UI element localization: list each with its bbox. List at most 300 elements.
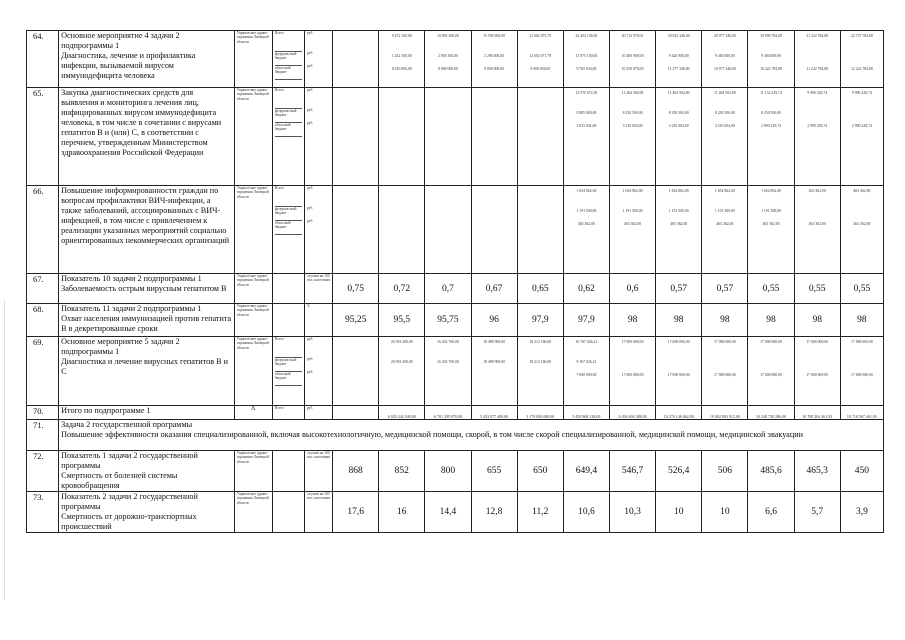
funding-source: Всего (275, 186, 302, 207)
year-value: 1 654 862,00 (668, 189, 689, 193)
indicator-value-cell: 0,75 (333, 274, 379, 304)
year-value-cell: 10 718 567 461,93 (840, 406, 883, 420)
indicator-value-cell: 465,3 (794, 451, 840, 492)
year-value: 20 393 200,00 (390, 340, 413, 344)
indicator-value-cell: 97,9 (563, 304, 609, 337)
indicator-value-cell: 0,65 (517, 274, 563, 304)
year-value (658, 357, 699, 370)
indicator-value-cell: 10 (702, 492, 748, 533)
indicator-value-cell: 17,6 (333, 492, 379, 533)
year-value-cell (702, 337, 748, 406)
executor-cell: Управле-ние здраво-охранения Липецкой области (234, 31, 272, 88)
row-title (59, 31, 235, 88)
year-value: 463 362,00 (853, 189, 871, 193)
year-value: 17 000 000,00 (713, 373, 736, 377)
year-value (474, 206, 515, 219)
year-value: 20 023 346,00 (667, 34, 690, 38)
executor-cell: Управле-ние здраво-охранения Липецкой области (234, 274, 272, 304)
year-value: 1 654 862,00 (622, 189, 643, 193)
year-value-cell: 6 494 604 388,00 (609, 406, 655, 420)
table-row-r71 (27, 420, 884, 451)
year-value (427, 219, 468, 232)
year-value (381, 370, 422, 383)
indicator-value-cell: 526,4 (656, 451, 702, 492)
task-description (59, 420, 884, 451)
year-value-cell (517, 31, 563, 88)
year-value (520, 370, 561, 383)
indicator-value-cell: 655 (471, 451, 517, 492)
source-cell (272, 31, 304, 88)
unit-cell (304, 31, 332, 88)
funding-source: Всего (275, 88, 302, 109)
year-value (797, 357, 838, 370)
row-title-text: Закупка диагностических средств для выявления и мониторинга лечения лиц, инфицированных вирусом иммунодефицита человека, в том числе в сочетании с вирусами гепатитов В и (или) С, в соответствии с перечнем, утвержденным Министерством здравоохранения Российской Федерации (61, 88, 222, 157)
indicator-value-cell: 868 (333, 451, 379, 492)
indicator-value-cell: 0,6 (609, 274, 655, 304)
funding-source: федераль-ный бюджет (275, 52, 302, 66)
year-value-cell (748, 31, 794, 88)
year-value-cell (794, 337, 840, 406)
year-value-cell (609, 31, 655, 88)
year-value: 8 230 000,00 (391, 67, 412, 71)
indicator-value-cell: 0,55 (794, 274, 840, 304)
year-value (474, 121, 515, 134)
source-cell: Всего (272, 406, 304, 420)
indicator-value-cell: 485,6 (748, 451, 794, 492)
year-value: 9 000 004,00 (530, 67, 551, 71)
indicator-value-cell: 96 (471, 304, 517, 337)
year-value: 17 000 000,00 (760, 373, 782, 377)
year-value-cell (702, 186, 748, 274)
year-value: 10 005 300,00 (437, 34, 459, 38)
year-value (381, 108, 422, 121)
year-value (381, 121, 422, 134)
funding-source: федераль-ный бюджет (275, 358, 302, 372)
year-value (381, 206, 422, 219)
year-value-cell (563, 88, 609, 186)
year-value (843, 357, 881, 370)
year-value: 12 222 784,08 (850, 67, 873, 71)
year-value: 9 420 900,00 (668, 54, 689, 58)
indicator-value-cell: 98 (748, 304, 794, 337)
year-value: 17 000 000,00 (850, 340, 873, 344)
executor-cell: Управле-ние здраво-охранения Липецкой области (234, 186, 272, 274)
year-value: 11 464 504,00 (714, 91, 736, 95)
unit-label: руб. (306, 370, 314, 374)
year-value-cell (609, 186, 655, 274)
year-value-cell: 5 453 077 480,00 (471, 406, 517, 420)
year-value (843, 206, 881, 219)
year-value: 9 990 220,74 (807, 91, 828, 95)
year-value: 17 000 000,00 (667, 340, 690, 344)
year-value-cell (656, 337, 702, 406)
indicator-value-cell: 98 (840, 304, 883, 337)
year-value: 12 602 071,79 (529, 54, 552, 58)
source-cell (272, 274, 304, 304)
empty-year-cell (333, 88, 379, 186)
row-number: 72. (27, 451, 59, 492)
row-number: 65. (27, 88, 59, 186)
row-title-text: Повышение информированности граждан по вопросам профилактики ВИЧ-инфекции, а также заболеваний, ассоциированных с ВИЧ-инфекцией, в том числе с привлечением к реализации указанных мероприятий социально ориентированных некоммерческих организаций (61, 186, 230, 245)
table-row-r67 (27, 274, 884, 304)
row-title-text: Основное мероприятие 4 задачи 2 подпрограммы 1 Диагностика, лечение и профилактика инфекции, вызываемой вирусом иммунодефицита человека (61, 31, 196, 80)
year-value: 8 250 500,00 (761, 111, 781, 115)
unit-cell: случаев на 100 тыс. населения (304, 451, 332, 492)
year-value-cell: 10 682 803 912,00 (702, 406, 748, 420)
year-value (797, 51, 838, 64)
year-value-cell (517, 186, 563, 274)
executor-cell: Управле-ние здраво-охранения Липецкой области (234, 451, 272, 492)
year-value-cell (379, 337, 425, 406)
year-value: 11 975 100,00 (575, 54, 598, 58)
year-value-cell (840, 337, 883, 406)
funding-source: областной бюджет (275, 66, 302, 80)
unit-label: руб. (306, 88, 314, 92)
indicator-value-cell: 800 (425, 451, 471, 492)
row-title (59, 304, 235, 337)
year-value: 21 222 784,08 (806, 34, 829, 38)
year-value: 9 472 100,00 (391, 34, 412, 38)
year-value-cell (517, 88, 563, 186)
program-table (26, 30, 884, 533)
year-value: 22 452 136,00 (575, 34, 598, 38)
unit-label: руб. (306, 64, 314, 68)
year-value: 18 212 160,00 (529, 340, 552, 344)
year-value: 463 362,00 (716, 222, 734, 226)
year-value-cell: 5 450 868 128,00 (563, 406, 609, 420)
year-value: 1 654 862,00 (714, 189, 735, 193)
indicator-value-cell: 0,55 (748, 274, 794, 304)
empty-year-cell (333, 337, 379, 406)
unit-cell: руб. (304, 406, 332, 420)
year-value: 463 362,00 (808, 222, 826, 226)
year-value: 1 191 500,00 (714, 209, 735, 213)
year-value: 1 654 862,00 (761, 189, 781, 193)
year-value-cell (609, 337, 655, 406)
indicator-value-cell: 546,7 (609, 451, 655, 492)
year-value (704, 357, 745, 370)
unit-label: руб. (306, 337, 314, 341)
indicator-value-cell: 0,67 (471, 274, 517, 304)
year-value-cell (656, 186, 702, 274)
funding-source: федераль-ный бюджет (275, 109, 302, 123)
indicator-value-cell: 97,9 (517, 304, 563, 337)
unit-cell (304, 88, 332, 186)
unit-label: руб. (306, 31, 314, 35)
year-value-cell (471, 88, 517, 186)
funding-source: областной бюджет (275, 221, 302, 235)
year-value: 9 000 000,00 (484, 67, 505, 71)
year-value: 3 210 004,00 (714, 124, 735, 128)
unit-label: руб. (306, 186, 314, 190)
year-value (520, 186, 561, 206)
year-value: 1 191 500,00 (622, 209, 643, 213)
indicator-value-cell: 98 (702, 304, 748, 337)
year-value: 17 000 000,00 (806, 373, 829, 377)
year-value (474, 88, 515, 108)
year-value (474, 186, 515, 206)
year-value: 16 433 700,00 (437, 360, 459, 364)
indicator-value-cell: 16 (379, 492, 425, 533)
year-value (520, 121, 561, 134)
program-table-sheet (26, 30, 884, 533)
year-value: 9 400 000,00 (761, 54, 781, 58)
indicator-value-cell: 0,57 (702, 274, 748, 304)
indicator-value-cell: 95,25 (333, 304, 379, 337)
row-number: 64. (27, 31, 59, 88)
year-value-cell: 3 179 000 000,00 (517, 406, 563, 420)
year-value: 1 242 100,00 (391, 54, 412, 58)
empty-year-cell (333, 31, 379, 88)
year-value-cell (425, 88, 471, 186)
row-number: 70. (27, 406, 59, 420)
year-value: 9 765 034,00 (576, 67, 597, 71)
scan-edge-mark (4, 300, 5, 600)
row-title-text: Итого по подпрограмме 1 (61, 406, 151, 415)
year-value: 463 362,00 (577, 222, 595, 226)
year-value (520, 88, 561, 108)
year-value (381, 219, 422, 232)
year-value (381, 88, 422, 108)
year-value: 17 000 000,00 (621, 373, 644, 377)
year-value: 3 815 041,00 (576, 124, 597, 128)
year-value: 11 222 784,08 (806, 67, 829, 71)
year-value-cell (517, 337, 563, 406)
indicator-value-cell: 5,7 (794, 492, 840, 533)
unit-cell (304, 186, 332, 274)
indicator-value-cell: 10 (656, 492, 702, 533)
executor-cell: Управле-ние здраво-охранения Липецкой области (234, 492, 272, 533)
year-value: 17 000 000,00 (667, 373, 690, 377)
indicator-value-cell: 95,75 (425, 304, 471, 337)
executor-cell: Управле-ние здраво-охранения Липецкой области (234, 337, 272, 406)
indicator-value-cell: 0,7 (425, 274, 471, 304)
row-number: 71. (27, 420, 59, 451)
year-value: 11 464 504,00 (621, 91, 644, 95)
year-value-cell (563, 31, 609, 88)
row-title (59, 406, 235, 420)
indicator-value-cell: 95,5 (379, 304, 425, 337)
row-title-text: Основное мероприятие 5 задачи 2 подпрограммы 1 Диагностика и лечение вирусных гепатитов В и С (61, 337, 229, 376)
source-cell (272, 337, 304, 406)
funding-source: Всего (275, 31, 302, 52)
indicator-value-cell: 14,4 (425, 492, 471, 533)
year-value-cell: 10 708 204 461,93 (794, 406, 840, 420)
indicator-value-cell: 98 (609, 304, 655, 337)
unit-label: руб. (306, 206, 314, 210)
source-cell (272, 492, 304, 533)
table-row-r72 (27, 451, 884, 492)
year-value-cell (794, 31, 840, 88)
row-title-text: Показатель 2 задачи 2 государственной программы Смертность от дорожно-транспортных происшествий (61, 492, 198, 531)
year-value-cell: 10 276 146 862,00 (656, 406, 702, 420)
table-row-r69 (27, 337, 884, 406)
year-value-cell (563, 337, 609, 406)
row-title (59, 186, 235, 274)
indicator-value-cell: 11,2 (517, 492, 563, 533)
unit-cell (304, 337, 332, 406)
year-value: 17 000 000,00 (850, 373, 873, 377)
year-value (427, 206, 468, 219)
empty-year-cell (333, 406, 379, 420)
executor-cell: Х (234, 406, 272, 420)
year-value: 8 250 500,00 (622, 111, 643, 115)
year-value: 17 000 000,00 (760, 340, 782, 344)
empty-year-cell (333, 186, 379, 274)
year-value: 2 990 229,74 (761, 124, 781, 128)
indicator-value-cell: 6,6 (748, 492, 794, 533)
year-value: 1 191 500,00 (761, 209, 781, 213)
year-value: 1 654 862,00 (576, 189, 597, 193)
year-value (612, 357, 653, 370)
unit-label: руб. (306, 108, 314, 112)
year-value: 2 990 229,74 (807, 124, 828, 128)
year-value: 10 977 346,00 (713, 67, 736, 71)
source-cell (272, 88, 304, 186)
indicator-value-cell: 10,3 (609, 492, 655, 533)
year-value-cell: 6 701 399 070,00 (425, 406, 471, 420)
year-value-cell (471, 337, 517, 406)
year-value: 21 602 075,79 (529, 34, 552, 38)
year-value: 15 590 400,00 (483, 34, 506, 38)
table-row-r64 (27, 31, 884, 88)
funding-source: федераль-ный бюджет (275, 207, 302, 221)
year-value: 9 440 000,00 (714, 54, 735, 58)
year-value: 9 167 026,21 (576, 360, 597, 364)
year-value: 13 570 072,00 (575, 91, 598, 95)
year-value: 463 362,00 (853, 222, 871, 226)
year-value: 463 362,00 (808, 189, 826, 193)
year-value-cell (425, 186, 471, 274)
unit-label: руб. (306, 121, 314, 125)
row-number: 73. (27, 492, 59, 533)
row-number: 66. (27, 186, 59, 274)
indicator-value-cell: 98 (794, 304, 840, 337)
year-value-cell (379, 31, 425, 88)
year-value (427, 186, 468, 206)
task-description-text: Задача 2 государственной программы Повышение эффективности оказания специализированной, включая высокотехнологичную, медицинской помощи, скорой, в том числе скорой специализированной, медицинской помощи, медицинской эвакуации (61, 420, 803, 439)
year-value-cell (471, 31, 517, 88)
year-value: 8 250 500,00 (714, 111, 735, 115)
year-value: 9 990 220,74 (851, 91, 872, 95)
year-value-cell (563, 186, 609, 274)
year-value: 11 134 229,74 (760, 91, 782, 95)
indicator-value-cell: 450 (840, 451, 883, 492)
year-value (474, 108, 515, 121)
year-value-cell: 10 248 738 286,00 (748, 406, 794, 420)
year-value: 11 277 346,00 (667, 67, 690, 71)
year-value: 1 191 500,00 (576, 209, 597, 213)
funding-source: Всего (275, 337, 302, 358)
year-value-cell (379, 186, 425, 274)
indicator-value-cell: 506 (702, 451, 748, 492)
year-value: 18 212 160,00 (529, 360, 552, 364)
year-value-cell (656, 31, 702, 88)
year-value: 2 290 400,00 (484, 54, 505, 58)
year-value (750, 357, 791, 370)
unit-cell: случаев на 100 тыс. населения (304, 274, 332, 304)
unit-label: руб. (306, 51, 314, 55)
row-number: 69. (27, 337, 59, 406)
year-value: 20 393 200,00 (390, 360, 413, 364)
year-value: 17 000 000,00 (713, 340, 736, 344)
year-value: 8 250 500,00 (668, 111, 689, 115)
year-value (520, 219, 561, 232)
year-value-cell (794, 186, 840, 274)
table-row-r73 (27, 492, 884, 533)
year-value-cell (840, 31, 883, 88)
year-value: 463 362,00 (670, 222, 688, 226)
year-value-cell (471, 186, 517, 274)
year-value-cell (609, 88, 655, 186)
year-value: 2 990 229,74 (851, 124, 872, 128)
indicator-value-cell: 10,6 (563, 492, 609, 533)
year-value (843, 108, 881, 121)
year-value (427, 108, 468, 121)
year-value-cell (702, 88, 748, 186)
year-value: 463 362,00 (624, 222, 642, 226)
year-value-cell (656, 88, 702, 186)
year-value (843, 51, 881, 64)
row-number: 68. (27, 304, 59, 337)
executor-cell: Управле-ние здраво-охранения Липецкой области (234, 304, 272, 337)
source-cell (272, 451, 304, 492)
year-value-cell (748, 88, 794, 186)
year-value (381, 186, 422, 206)
row-title-text: Показатель 1 задачи 2 государственной программы Смертность от болезней системы кровообращения (61, 451, 198, 490)
row-title (59, 274, 235, 304)
year-value-cell (379, 88, 425, 186)
year-value: 3 210 004,00 (622, 124, 643, 128)
year-value-cell (748, 186, 794, 274)
row-title (59, 88, 235, 186)
source-cell (272, 304, 304, 337)
indicator-value-cell: 0,55 (840, 274, 883, 304)
row-title (59, 337, 235, 406)
table-row-r66 (27, 186, 884, 274)
unit-cell: случаев на 100 тыс. населения (304, 492, 332, 533)
year-value: 2 805 300,00 (437, 54, 458, 58)
year-value: 18 489 900,00 (483, 340, 506, 344)
year-value-cell (748, 337, 794, 406)
year-value: 20 977 346,00 (713, 34, 736, 38)
year-value: 16 433 700,00 (437, 340, 459, 344)
year-value-cell (840, 88, 883, 186)
year-value: 22 727 784,08 (850, 34, 873, 38)
row-title-text: Показатель 11 задачи 2 подпрограммы 1 Охват населения иммунизацией против гепатита В в декретированные сроки (61, 304, 232, 333)
year-value: 10 400 900,00 (621, 54, 644, 58)
indicator-value-cell: 12,8 (471, 492, 517, 533)
year-value: 17 000 000,00 (806, 340, 829, 344)
year-value: 7 600 000,00 (576, 373, 597, 377)
year-value (520, 206, 561, 219)
year-value (797, 108, 838, 121)
row-number: 67. (27, 274, 59, 304)
year-value (427, 121, 468, 134)
year-value: 17 000 000,00 (621, 340, 644, 344)
year-value: 10 222 784,08 (760, 67, 782, 71)
year-value: 10 250 070,00 (621, 67, 644, 71)
year-value: 19 909 784,08 (760, 34, 782, 38)
year-value-cell (425, 337, 471, 406)
year-value: 8 000 000,00 (437, 67, 458, 71)
indicator-value-cell: 3,9 (840, 492, 883, 533)
year-value (520, 108, 561, 121)
year-value: 11 464 504,00 (667, 91, 690, 95)
year-value (797, 206, 838, 219)
indicator-value-cell: 649,4 (563, 451, 609, 492)
year-value: 9 885 000,00 (576, 111, 597, 115)
